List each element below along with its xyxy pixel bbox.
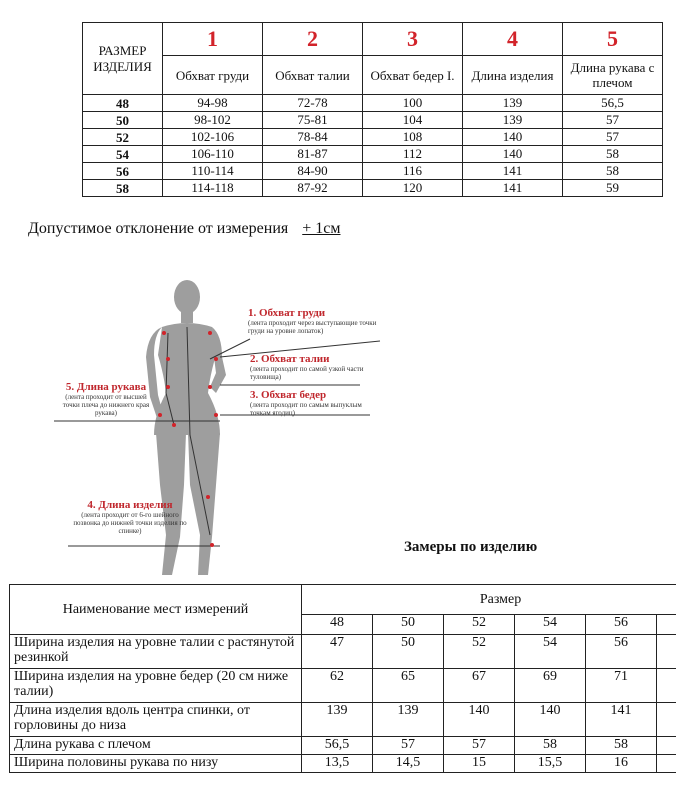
table-cell: 52 <box>444 635 515 669</box>
measurement-name: Ширина половины рукава по низу <box>10 755 302 773</box>
table-cell: 15 <box>444 755 515 773</box>
table-cell: 98-102 <box>163 112 263 129</box>
table-cell: 84-90 <box>263 163 363 180</box>
column-label: Длина изделия <box>463 56 563 95</box>
measurements-table <box>9 584 676 773</box>
callout-chest <box>248 307 388 335</box>
column-label: Обхват груди <box>163 56 263 95</box>
tolerance-note <box>28 220 340 238</box>
column-label: Обхват талии <box>263 56 363 95</box>
callout-hips <box>250 389 380 417</box>
size-column-header: 50 <box>373 615 444 635</box>
column-number: 1 <box>163 23 263 56</box>
size-column-header: 48 <box>302 615 373 635</box>
table-row <box>83 129 663 146</box>
table-cell: 13,5 <box>302 755 373 773</box>
table-cell: 81-87 <box>263 146 363 163</box>
table-cell: 14,5 <box>373 755 444 773</box>
table-cell: 59 <box>563 180 663 197</box>
size-cell: 56 <box>83 163 163 180</box>
table-cell: 104 <box>363 112 463 129</box>
callout-note: (лента проходит от 6-го шейного позвонка до нижней точки изделия по спинке) <box>73 511 187 535</box>
table-cell: 75-81 <box>263 112 363 129</box>
callout-title: 2. Обхват талии <box>250 353 330 365</box>
column-label: Обхват бедер I. <box>363 56 463 95</box>
column-label: Длина рукава с плечом <box>563 56 663 95</box>
column-number: 5 <box>563 23 663 56</box>
measurement-name: Длина рукава с плечом <box>10 737 302 755</box>
callout-length <box>70 499 190 535</box>
table-cell: 57 <box>373 737 444 755</box>
callout-waist <box>250 353 370 381</box>
size-table <box>82 22 663 197</box>
table-cell: 57 <box>444 737 515 755</box>
table-cell: 71 <box>586 669 657 703</box>
table-cell: 139 <box>302 703 373 737</box>
table-row <box>83 180 663 197</box>
table-cell: 114-118 <box>163 180 263 197</box>
size-column-header: 52 <box>444 615 515 635</box>
table-cell: 106-110 <box>163 146 263 163</box>
tolerance-value: + 1см <box>302 220 341 237</box>
table-cell: 87-92 <box>263 180 363 197</box>
table-cell: 56 <box>586 635 657 669</box>
table-cell: 57 <box>563 129 663 146</box>
callout-note: (лента проходит по самой узкой части туловища) <box>250 365 364 381</box>
table-cell: 69 <box>515 669 586 703</box>
column-number: 4 <box>463 23 563 56</box>
size-cell: 54 <box>83 146 163 163</box>
table-cell: 15,5 <box>515 755 586 773</box>
table-cell: 65 <box>373 669 444 703</box>
table-cell: 58 <box>515 737 586 755</box>
table-row <box>10 737 676 755</box>
size-cell: 52 <box>83 129 163 146</box>
empty-cell <box>657 615 676 635</box>
table-cell: 58 <box>586 737 657 755</box>
column-number: 3 <box>363 23 463 56</box>
table-cell: 120 <box>363 180 463 197</box>
callout-title: 5. Длина рукава <box>65 381 147 393</box>
table-cell: 62 <box>302 669 373 703</box>
table-cell: 56,5 <box>302 737 373 755</box>
table-cell: 57 <box>563 112 663 129</box>
table-cell: 67 <box>444 669 515 703</box>
table-cell: 72-78 <box>263 95 363 112</box>
table-cell: 108 <box>363 129 463 146</box>
table-cell: 78-84 <box>263 129 363 146</box>
table-row <box>83 112 663 129</box>
callout-note: (лента проходит от высшей точки плеча до нижнего края рукава) <box>62 393 150 417</box>
table-cell: 140 <box>463 129 563 146</box>
size-header: Размер <box>302 585 676 615</box>
table-cell: 141 <box>463 163 563 180</box>
table-cell: 56,5 <box>563 95 663 112</box>
table-cell: 140 <box>444 703 515 737</box>
callout-note: (лента проходит по самым выпуклым точкам ягодиц) <box>250 401 362 417</box>
empty-cell <box>657 635 676 669</box>
table-cell: 116 <box>363 163 463 180</box>
table-cell: 102-106 <box>163 129 263 146</box>
table-cell: 140 <box>515 703 586 737</box>
table-cell: 141 <box>586 703 657 737</box>
table-cell: 139 <box>373 703 444 737</box>
table-row <box>10 635 676 669</box>
table-cell: 110-114 <box>163 163 263 180</box>
table-cell: 58 <box>563 163 663 180</box>
table-cell: 50 <box>373 635 444 669</box>
column-number: 2 <box>263 23 363 56</box>
measurement-name: Ширина изделия на уровне талии с растянутой резинкой <box>10 635 302 669</box>
table-cell: 16 <box>586 755 657 773</box>
callout-title: 4. Длина изделия <box>87 499 173 511</box>
table-row <box>10 669 676 703</box>
size-header: РАЗМЕР ИЗДЕЛИЯ <box>83 23 163 95</box>
table-cell: 100 <box>363 95 463 112</box>
table-cell: 141 <box>463 180 563 197</box>
empty-cell <box>657 703 676 737</box>
table-cell: 112 <box>363 146 463 163</box>
measurement-name: Ширина изделия на уровне бедер (20 см ниже талии) <box>10 669 302 703</box>
callout-title: 3. Обхват бедер <box>250 389 327 401</box>
empty-cell <box>657 737 676 755</box>
table-cell: 139 <box>463 112 563 129</box>
table-row <box>83 95 663 112</box>
size-column-header: 54 <box>515 615 586 635</box>
size-cell: 50 <box>83 112 163 129</box>
table-cell: 139 <box>463 95 563 112</box>
empty-cell <box>657 755 676 773</box>
table-cell: 140 <box>463 146 563 163</box>
size-column-header: 56 <box>586 615 657 635</box>
table-row <box>83 163 663 180</box>
name-header: Наименование мест измерений <box>10 585 302 635</box>
size-cell: 58 <box>83 180 163 197</box>
measurements-title: Замеры по изделию <box>404 539 538 555</box>
table-cell: 58 <box>563 146 663 163</box>
empty-cell <box>657 669 676 703</box>
callout-title: 1. Обхват груди <box>248 307 326 319</box>
table-row <box>10 755 676 773</box>
table-cell: 47 <box>302 635 373 669</box>
callout-sleeve <box>58 381 154 417</box>
table-row <box>10 703 676 737</box>
table-cell: 54 <box>515 635 586 669</box>
table-row <box>83 146 663 163</box>
table-cell: 94-98 <box>163 95 263 112</box>
measurement-name: Длина изделия вдоль центра спинки, от горловины до низа <box>10 703 302 737</box>
tolerance-text: Допустимое отклонение от измерения <box>28 220 289 237</box>
size-cell: 48 <box>83 95 163 112</box>
callout-note: (лента проходит через выступающие точки груди на уровне лопаток) <box>248 319 377 335</box>
